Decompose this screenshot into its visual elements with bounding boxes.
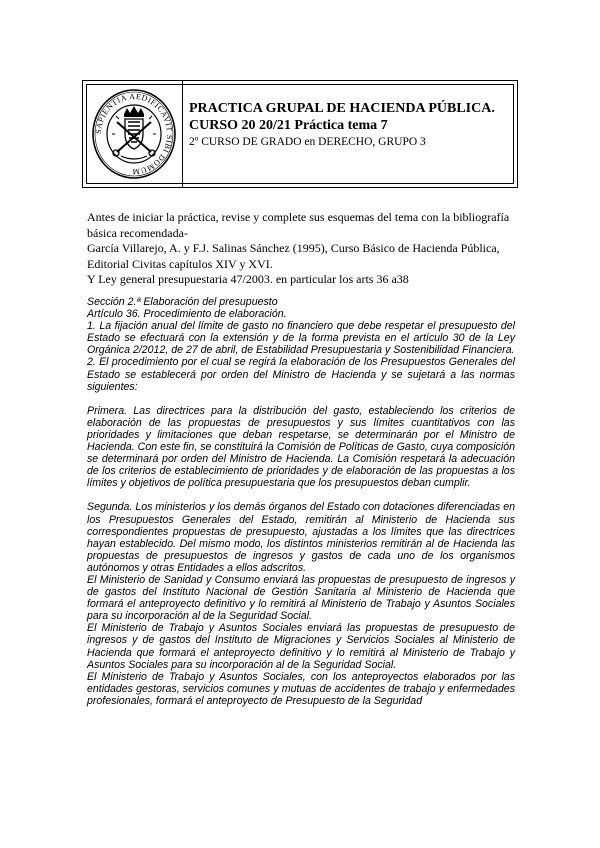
- university-seal-icon: [91, 88, 177, 180]
- header-title: PRACTICA GRUPAL DE HACIENDA PÚBLICA.: [189, 101, 495, 116]
- paragraph-sanidad: El Ministerio de Sanidad y Consumo enviará las propuestas de presupuesto de ingresos y de gastos del Instituto Nacional de Gestión Sanitaria al Ministerio de Hacienda que formará el anteproyecto definitivo y lo remitirá al Ministerio de Trabajo y Asuntos Sociales para su incorporación al de la Seguridad Social.: [87, 573, 515, 623]
- header-text: [189, 100, 495, 151]
- paragraph-gap: [87, 393, 515, 405]
- intro-bibliography: García Villarejo, A. y F.J. Salinas Sánchez (1995), Curso Básico de Hacienda Pública, Editorial Civitas capítulos XIV y XVI.: [87, 241, 500, 271]
- rule-primera: Primera. Las directrices para la distribución del gasto, estableciendo los criterios de elaboración de las propuestas de presupuestos y sus límites cuantitativos con las prioridades y limitaciones que deban respetarse, se determinarán por el Ministro de Hacienda. Con este fin, se constituirá la Comisión de Políticas de Gasto, cuya composición se determinará por orden del Ministro de Hacienda. La Comisión respetará la adecuación de los criterios de establecimiento de prioridades y de elaboración de las propuestas a los límites y objetivos de política presupuestaria que los presupuestos deban cumplir.: [87, 404, 515, 490]
- header-course: CURSO 20 20/21 Práctica tema 7: [189, 118, 388, 133]
- law-paragraph-1: 1. La fijación anual del límite de gasto no financiero que debe respetar el presupuesto del Estado se efectuará con la extensión y de la forma prevista en el artículo 30 de la Ley Orgánica 2/2012, de 27 de abril, de Estabilidad Presupuestaria y Sostenibilidad Financiera.: [87, 320, 515, 357]
- intro-section: [87, 210, 517, 288]
- rule-segunda: Segunda. Los ministerios y los demás órganos del Estado con dotaciones diferenciadas en los Presupuestos Generales del Estado, remitirán al Ministerio de Hacienda sus correspondientes propuestas de presupuesto, ajustadas a los límites que las directrices hayan establecido. Del mismo modo, los distintos ministerios remitirán al de Hacienda las propuestas de presupuestos de ingresos y gastos de cada uno de los organismos autónomos y otras Entidades a ellos adscritos.: [87, 501, 515, 574]
- seal-ring-text: SAPIENTIA AEDIFICAVIT SIBI DOMUM: [93, 91, 175, 177]
- law-text: [87, 296, 515, 707]
- intro-instructions: Antes de iniciar la práctica, revise y complete sus esquemas del tema con la bibliografía básica recomendada-: [87, 210, 510, 240]
- header-subtitle: 2º CURSO DE GRADO en DERECHO, GRUPO 3: [189, 136, 426, 148]
- law-paragraph-2: 2. El procedimiento por el cual se regirá la elaboración de los Presupuestos Generales del Estado se establecerá por orden del Ministro de Hacienda y se sujetará a las normas siguientes:: [87, 356, 515, 393]
- paragraph-gap: [87, 489, 515, 501]
- intro-law-reference: Y Ley general presupuestaria 47/2003. en particular los arts 36 a38: [87, 272, 409, 287]
- section-heading: Sección 2.ª Elaboración del presupuesto: [87, 296, 278, 308]
- article-heading: Artículo 36. Procedimiento de elaboración.: [87, 308, 287, 321]
- paragraph-trabajo-1: El Ministerio de Trabajo y Asuntos Sociales enviará las propuestas de presupuesto de ingresos y de gastos del Instituto de Migraciones y Servicios Sociales al Ministerio de Hacienda que formará el anteproyecto definitivo y lo remitirá al Ministerio de Trabajo y Asuntos Sociales para su incorporación al de la Seguridad Social.: [87, 622, 515, 671]
- header-divider: [182, 81, 183, 187]
- header-box: [82, 80, 518, 188]
- paragraph-trabajo-2: El Ministerio de Trabajo y Asuntos Sociales, con los anteproyectos elaborados por las entidades gestoras, servicios comunes y mutuas de accidentes de trabajo y enfermedades profesionales, formará el anteproyecto de Presupuesto de la Seguridad: [87, 670, 515, 707]
